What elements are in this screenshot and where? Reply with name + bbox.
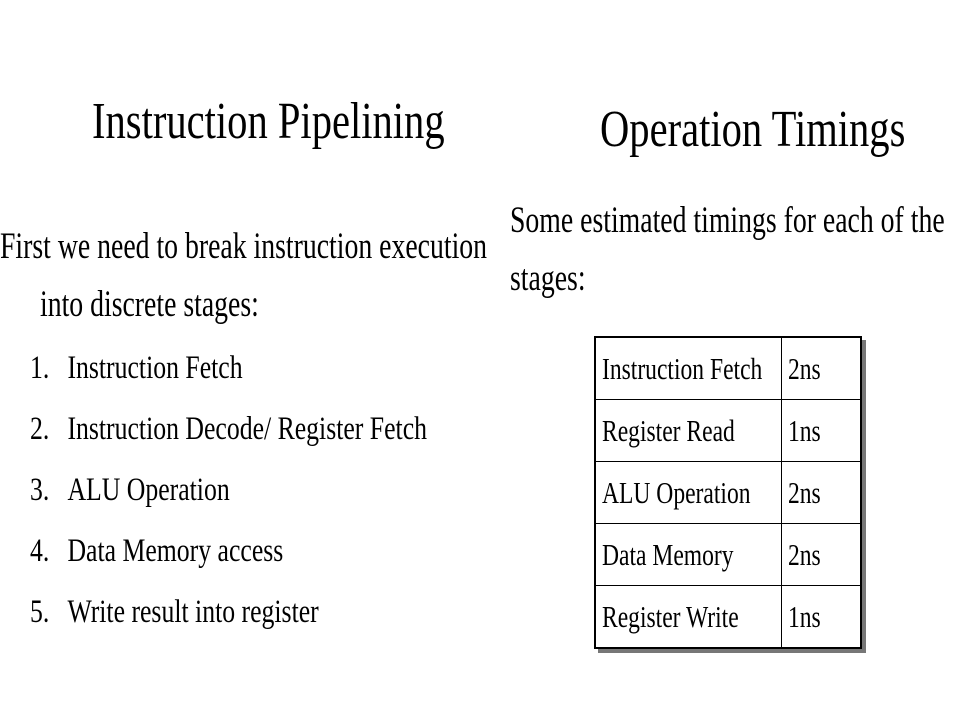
time-cell: 2ns — [781, 524, 861, 586]
operation-cell: Register Write — [595, 586, 781, 649]
time-cell: 2ns — [781, 337, 861, 400]
stage-number: 4. — [30, 533, 50, 569]
stage-number: 1. — [30, 350, 50, 386]
stage-item — [30, 521, 427, 582]
stage-label: Instruction Decode/ Register Fetch — [67, 411, 427, 447]
stage-list — [30, 338, 427, 643]
stage-number: 3. — [30, 472, 50, 508]
stage-label: Instruction Fetch — [67, 350, 243, 386]
timings-table — [594, 336, 862, 649]
right-title: Operation Timings — [600, 101, 906, 158]
stage-number: 2. — [30, 411, 50, 447]
operation-cell: Data Memory — [595, 524, 781, 586]
operation-cell: Register Read — [595, 400, 781, 462]
intro-text-line-1: First we need to break instruction execution — [0, 226, 488, 267]
stage-item — [30, 582, 427, 643]
stage-item — [30, 338, 427, 399]
stage-label: Write result into register — [67, 594, 319, 630]
stage-item — [30, 399, 427, 460]
time-cell: 2ns — [781, 462, 861, 524]
table-row — [595, 400, 861, 462]
stage-number: 5. — [30, 594, 50, 630]
table-row — [595, 462, 861, 524]
table-row — [595, 586, 861, 649]
table-row — [595, 524, 861, 586]
time-cell: 1ns — [781, 586, 861, 649]
timings-intro-line-1: Some estimated timings for each of the — [510, 200, 945, 241]
timings-intro-line-2: stages: — [510, 258, 586, 299]
operation-cell: Instruction Fetch — [595, 337, 781, 400]
stage-label: Data Memory access — [67, 533, 284, 569]
left-title: Instruction Pipelining — [92, 93, 445, 150]
time-cell: 1ns — [781, 400, 861, 462]
operation-cell: ALU Operation — [595, 462, 781, 524]
intro-text-line-2: into discrete stages: — [40, 284, 259, 325]
stage-label: ALU Operation — [67, 472, 230, 508]
table-row — [595, 337, 861, 400]
stage-item — [30, 460, 427, 521]
